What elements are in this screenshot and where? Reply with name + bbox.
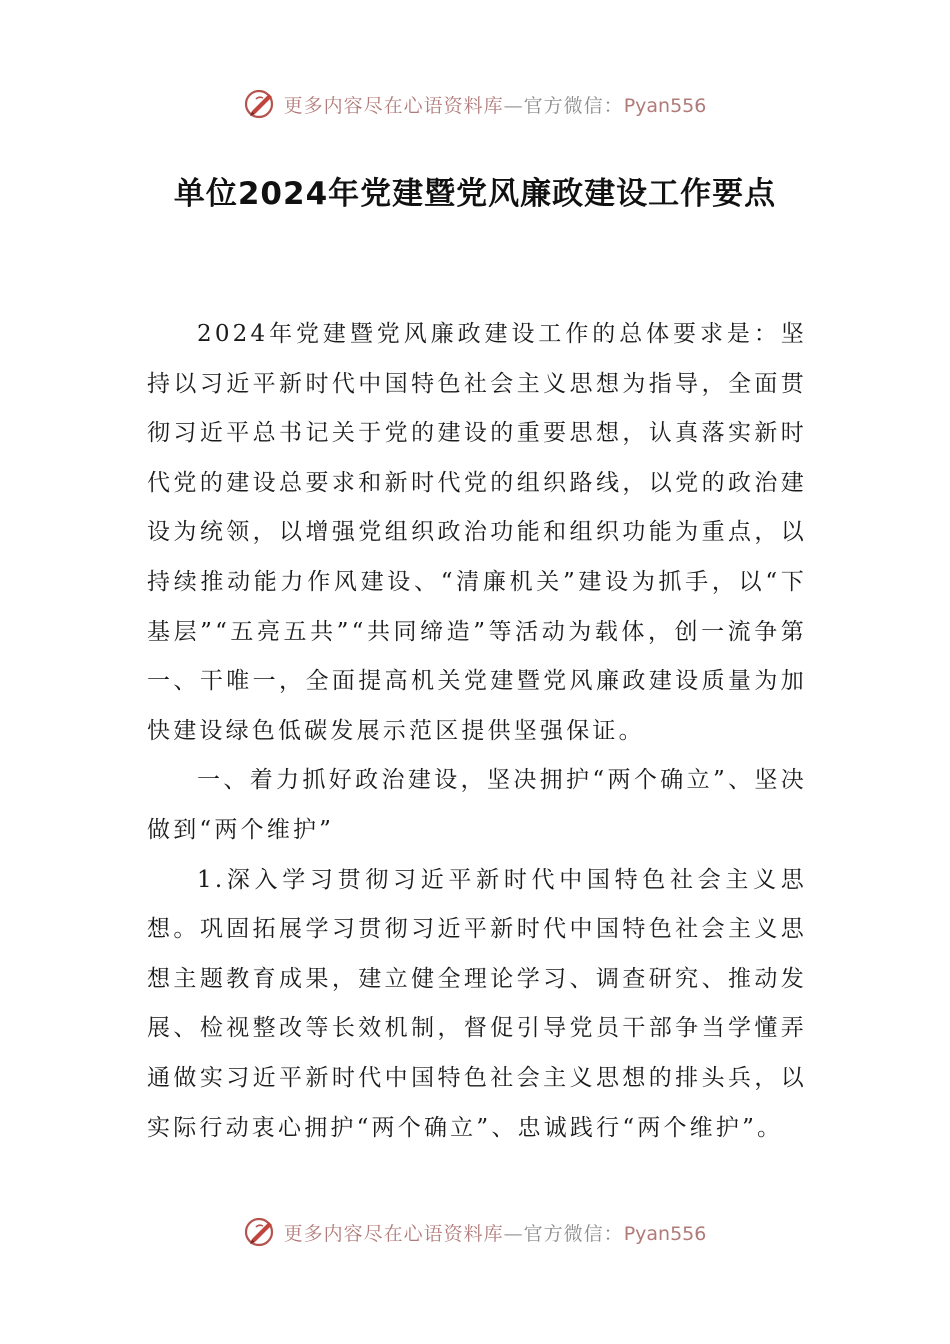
watermark-text — [284, 91, 707, 118]
watermark-text — [284, 1219, 707, 1246]
pen-seal-icon — [244, 1215, 278, 1249]
watermark-official: 官方微信： — [523, 1222, 624, 1245]
watermark-dash: — — [503, 94, 524, 117]
section-heading-1: 一、着力抓好政治建设，坚决拥护“两个确立”、坚决做到“两个维护” — [147, 767, 807, 843]
watermark-dash: — — [503, 1222, 524, 1245]
watermark-id: Pyan556 — [623, 94, 707, 117]
watermark-official: 官方微信： — [523, 94, 624, 117]
watermark-header — [0, 84, 950, 124]
paragraph-overview: 2024年党建暨党风廉政建设工作的总体要求是：坚持以习近平新时代中国特色社会主义思想为指导，全面贯彻习近平总书记关于党的建设的重要思想，认真落实新时代党的建设总要求和新时代党的组织路线，以党的政治建设为统领，以增强党组织政治功能和组织功能为重点，以持续推动能力作风建设、“清廉机关”建设为抓手，以“下基层”“五亮五共”“共同缔造”等活动为载体，创一流争第一、干唯一，全面提高机关党建暨党风廉政建设质量为加快建设绿色低碳发展示范区提供坚强保证。 — [147, 321, 807, 744]
pen-seal-icon — [244, 87, 278, 121]
watermark-brand: 更多内容尽在心语资料库 — [283, 94, 504, 117]
paragraph-item-1: 1.深入学习贯彻习近平新时代中国特色社会主义思想。巩固拓展学习贯彻习近平新时代中国特色社会主义思想主题教育成果，建立健全理论学习、调查研究、推动发展、检视整改等长效机制，督促引导党员干部争当学懂弄通做实习近平新时代中国特色社会主义思想的排头兵，以实际行动衷心拥护“两个确立”、忠诚践行“两个维护”。 — [147, 866, 807, 1141]
watermark-brand: 更多内容尽在心语资料库 — [283, 1222, 504, 1245]
document-title: 单位2024年党建暨党风廉政建设工作要点 — [173, 176, 777, 212]
watermark-footer — [0, 1212, 950, 1252]
document-body — [147, 310, 807, 1153]
watermark-id: Pyan556 — [623, 1222, 707, 1245]
